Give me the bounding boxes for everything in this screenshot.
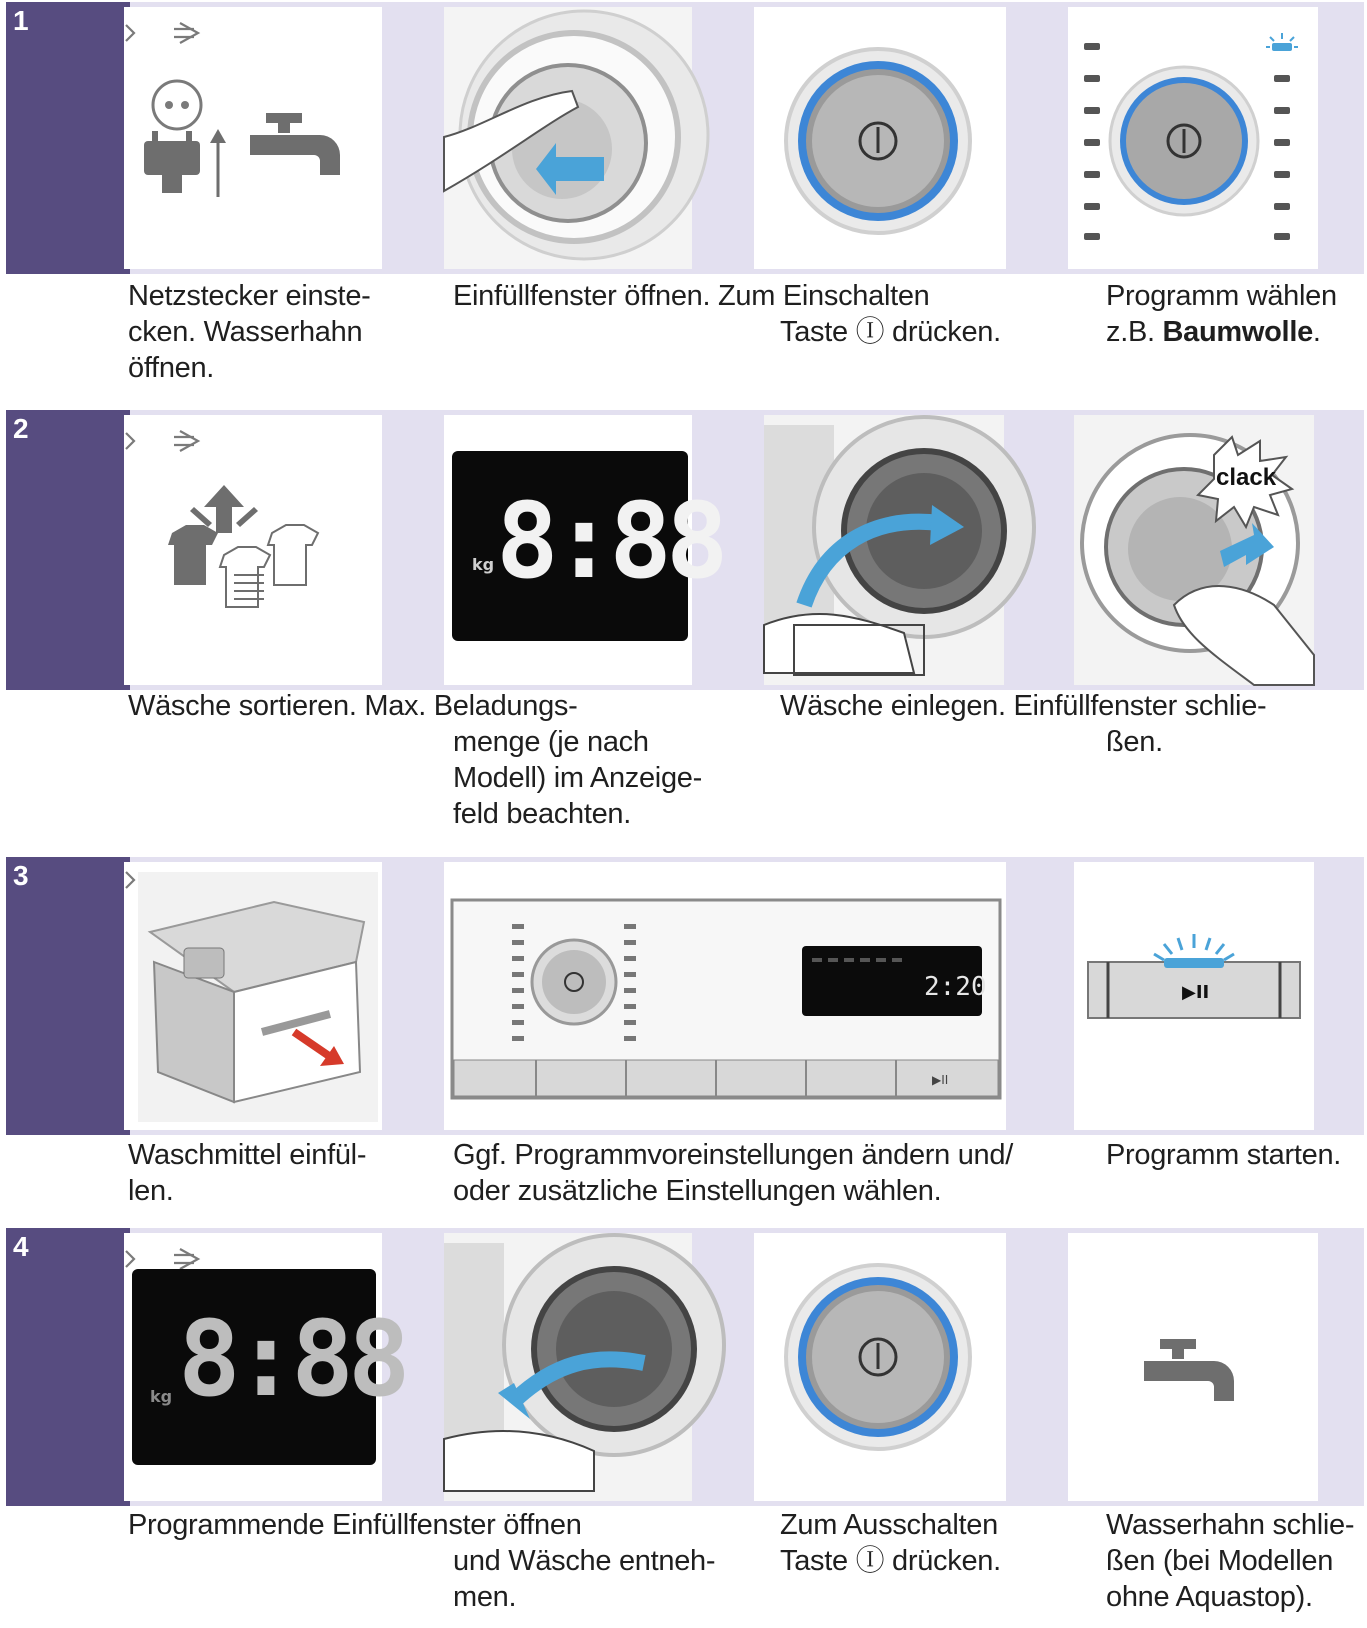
step-4-band bbox=[6, 1228, 1364, 1506]
caption-line: oder zusätzliche Einstellungen wählen. bbox=[453, 1175, 942, 1207]
start-button-icon bbox=[1074, 862, 1314, 1130]
step-2-caption-1b bbox=[453, 724, 702, 832]
caption-line: Einfüllfenster öffnen. Zum Einschalten bbox=[453, 280, 930, 312]
power-knob-icon bbox=[754, 1233, 1006, 1501]
caption-line: ßen (bei Modellen bbox=[1106, 1545, 1334, 1577]
kg-display-icon bbox=[132, 1269, 405, 1465]
caption-line: Programmende Einfüllfenster öffnen bbox=[128, 1509, 582, 1541]
caption-line: öffnen. bbox=[128, 352, 215, 384]
step-2-caption-1 bbox=[128, 688, 577, 724]
step-3-number-block bbox=[6, 857, 130, 1135]
step-4-caption-2 bbox=[780, 1507, 1001, 1579]
step-1-caption-1 bbox=[128, 278, 371, 386]
caption-line: und Wäsche entneh- bbox=[453, 1545, 716, 1577]
step-number: 3 bbox=[13, 860, 29, 891]
detergent-drawer-tile bbox=[124, 862, 382, 1130]
control-panel-tile bbox=[444, 862, 1006, 1130]
caption-line: ßen. bbox=[1106, 726, 1163, 758]
step-3-caption-2 bbox=[453, 1137, 1013, 1209]
step-number: 2 bbox=[13, 413, 29, 444]
step-4-caption-3 bbox=[1106, 1507, 1354, 1615]
unloading-laundry-illustration bbox=[444, 1233, 692, 1501]
clack-label: clack bbox=[1216, 464, 1277, 491]
caption-line: Programm starten. bbox=[1106, 1139, 1342, 1171]
step-2-caption-2b bbox=[1106, 724, 1163, 760]
caption-text: drücken. bbox=[884, 1545, 1001, 1577]
tap-icon bbox=[1068, 1233, 1318, 1501]
panel-play-pause-label: ▶II bbox=[932, 1073, 949, 1087]
plug-and-tap-tile bbox=[124, 7, 382, 269]
step-number: 4 bbox=[13, 1231, 29, 1262]
double-arrow-icon bbox=[126, 23, 198, 43]
laundry-sort-tile bbox=[124, 415, 382, 685]
caption-line: Wäsche sortieren. Max. Beladungs- bbox=[128, 690, 578, 722]
display-unit-label: kg bbox=[150, 1387, 173, 1406]
plug-icon bbox=[144, 81, 226, 197]
laundry-sort-icon bbox=[168, 485, 318, 607]
loading-laundry-illustration bbox=[764, 415, 1004, 685]
caption-line: menge (je nach bbox=[453, 726, 649, 758]
caption-text: z.B. bbox=[1106, 316, 1163, 348]
caption-text: Taste bbox=[780, 1545, 856, 1577]
start-button-tile bbox=[1074, 862, 1314, 1130]
caption-line: men. bbox=[453, 1581, 517, 1613]
caption-text: . bbox=[1312, 316, 1321, 348]
start-button-label: ▶II bbox=[1182, 982, 1210, 1003]
caption-text: drücken. bbox=[884, 316, 1001, 348]
caption-line: Zum Ausschalten bbox=[780, 1509, 998, 1541]
caption-line: cken. Wasserhahn bbox=[128, 316, 363, 348]
program-name: Baumwolle bbox=[1162, 316, 1313, 348]
caption-line: ohne Aquastop). bbox=[1106, 1581, 1313, 1613]
caption-line bbox=[780, 1543, 1001, 1579]
step-3-caption-1 bbox=[128, 1137, 366, 1209]
caption-text: Taste bbox=[780, 316, 856, 348]
power-symbol-icon: Ⓘ bbox=[855, 1545, 885, 1577]
caption-line: Modell) im Anzeige- bbox=[453, 762, 702, 794]
caption-line: Netzstecker einste- bbox=[128, 280, 371, 312]
step-1-caption-2b bbox=[780, 314, 1001, 350]
step-3-caption-3 bbox=[1106, 1137, 1341, 1173]
tap-close-tile bbox=[1068, 1233, 1318, 1501]
caption-line: Programm wählen bbox=[1106, 280, 1337, 312]
panel-time-display: 2:20 bbox=[924, 972, 987, 1002]
step-2-band bbox=[6, 410, 1364, 690]
display-unit-label: kg bbox=[472, 555, 495, 574]
caption-line: Wäsche einlegen. Einfüllfenster schlie- bbox=[780, 690, 1267, 722]
control-panel-icon bbox=[444, 862, 1006, 1130]
double-arrow-icon bbox=[126, 431, 198, 451]
double-arrow-icon bbox=[124, 1233, 382, 1273]
door-opening-illustration bbox=[444, 7, 692, 269]
caption-line: feld beachten. bbox=[453, 798, 631, 830]
program-selector-illustration bbox=[1068, 7, 1318, 269]
display-digits: 8:88 bbox=[496, 480, 723, 602]
caption-line: Wasserhahn schlie- bbox=[1106, 1509, 1355, 1541]
tap-icon bbox=[250, 113, 340, 175]
kg-display-icon bbox=[452, 451, 723, 641]
kg-display-tile bbox=[444, 415, 723, 685]
caption-line bbox=[1106, 314, 1337, 350]
step-1-caption-3 bbox=[1106, 278, 1337, 350]
kg-display-tile-end bbox=[124, 1233, 405, 1501]
step-4-caption-1 bbox=[128, 1507, 582, 1543]
step-4-caption-1b bbox=[453, 1543, 715, 1615]
caption-line: Ggf. Programmvoreinstellungen ändern und/ bbox=[453, 1139, 1013, 1171]
step-3-band bbox=[6, 857, 1364, 1135]
step-4-number-block bbox=[6, 1228, 130, 1506]
step-number: 1 bbox=[13, 5, 29, 36]
caption-line: Waschmittel einfül- bbox=[128, 1139, 367, 1171]
power-knob-icon bbox=[754, 7, 1006, 269]
step-1-band bbox=[6, 2, 1364, 274]
closing-door-illustration bbox=[1074, 415, 1314, 685]
power-knob-illustration bbox=[754, 7, 1006, 269]
caption-line: len. bbox=[128, 1175, 174, 1207]
detergent-drawer-icon bbox=[124, 862, 382, 1130]
step-1-caption-2 bbox=[453, 278, 930, 314]
step-2-caption-2 bbox=[780, 688, 1266, 724]
step-1-number-block bbox=[6, 2, 130, 274]
power-symbol-icon: Ⓘ bbox=[855, 316, 885, 348]
power-off-knob-illustration bbox=[754, 1233, 1006, 1501]
display-digits: 8:88 bbox=[178, 1298, 405, 1420]
step-2-number-block bbox=[6, 410, 130, 690]
